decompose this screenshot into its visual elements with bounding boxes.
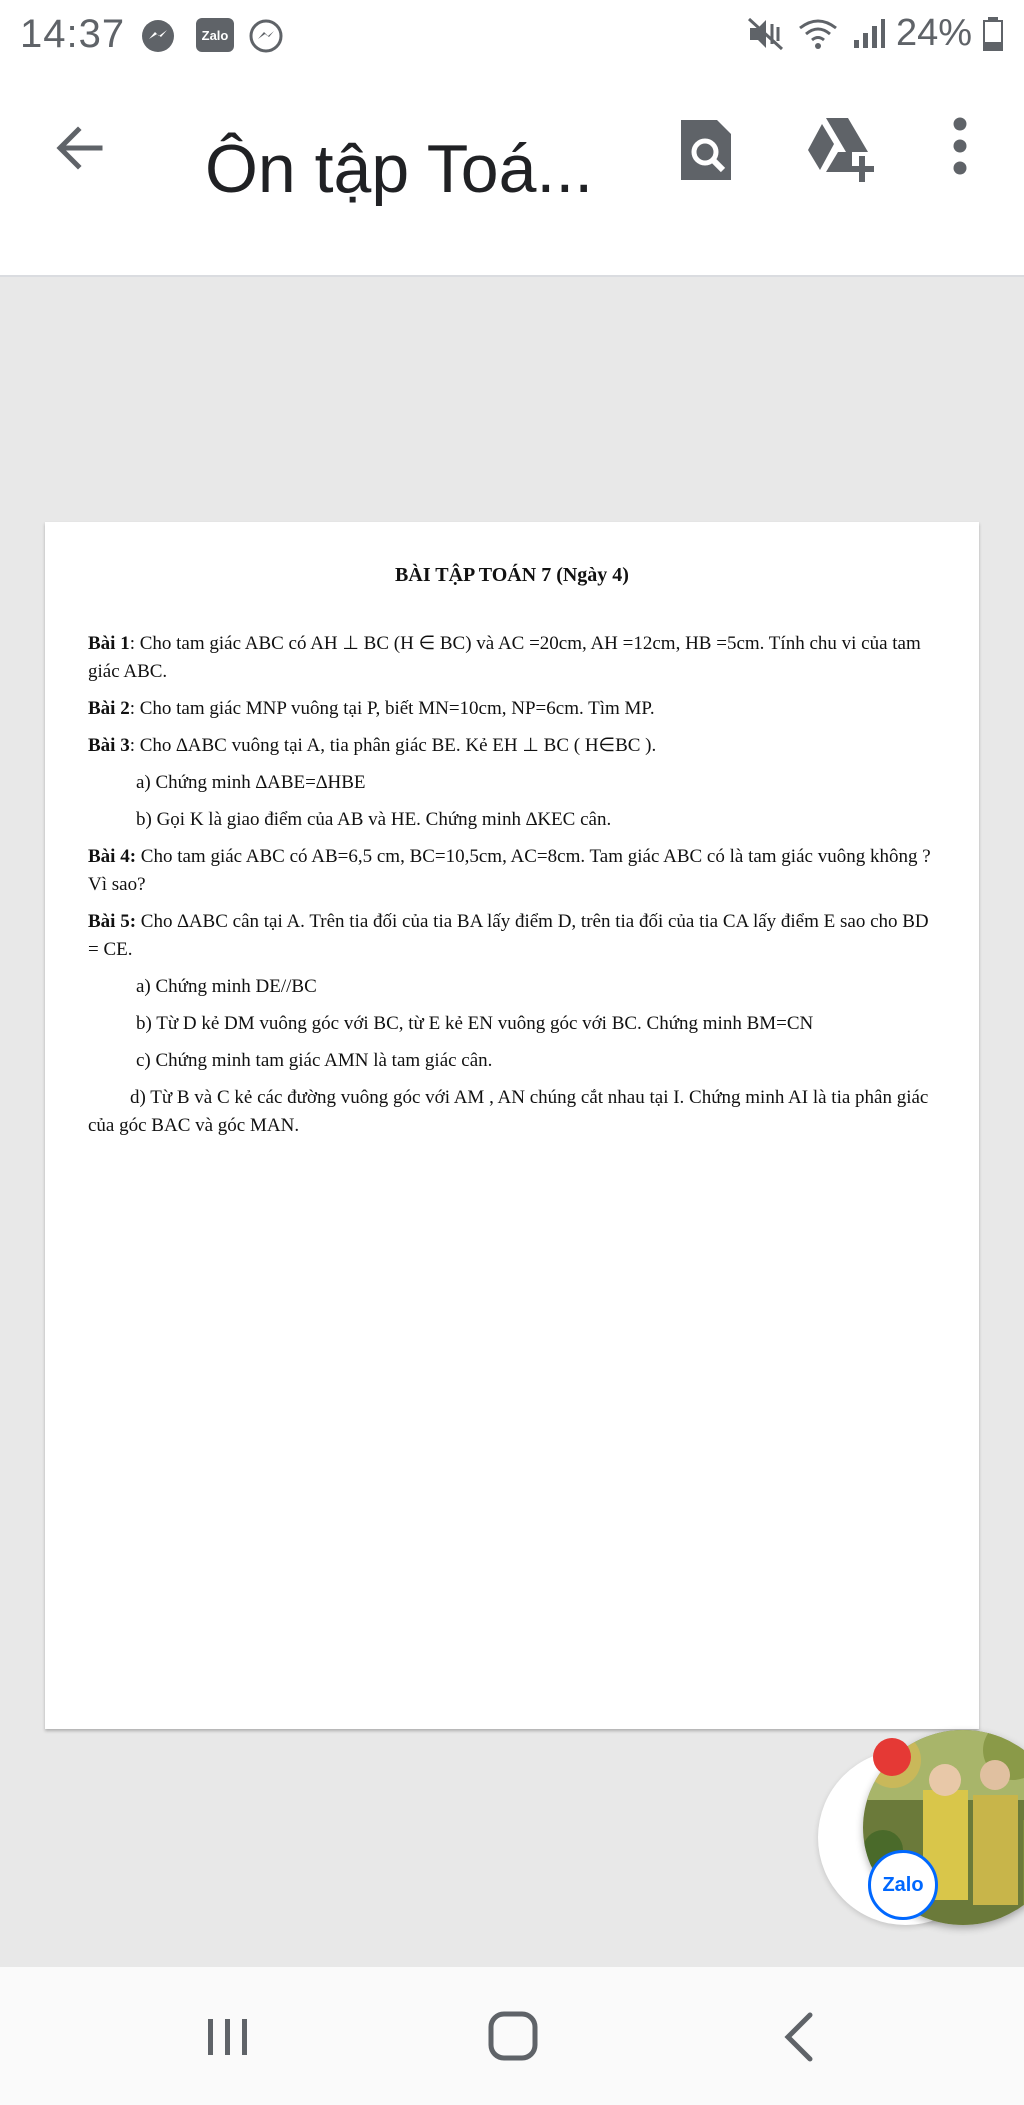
- exercise-5: [88, 908, 939, 964]
- exercise-text: Cho ∆ABC cân tại A. Trên tia đối của tia BA lấy điểm D, trên tia đối của tia CA lấy điểm E sao cho BD = CE.: [88, 911, 929, 960]
- exercise-text: : Cho ∆ABC vuông tại A, tia phân giác BE. Kẻ EH ⊥ BC ( H∈BC ).: [129, 735, 657, 756]
- back-icon[interactable]: [760, 1997, 840, 2077]
- exercise-5c: c) Chứng minh tam giác AMN là tam giác cân.: [136, 1050, 493, 1071]
- battery-icon: [982, 16, 1004, 52]
- exercise-label: Bài 5:: [88, 911, 137, 932]
- exercise-5a: a) Chứng minh DE//BC: [136, 976, 317, 997]
- zalo-badge: Zalo: [868, 1850, 938, 1920]
- document-page[interactable]: [45, 522, 979, 1729]
- mute-vibrate-icon: [746, 16, 786, 52]
- recents-icon[interactable]: [188, 1997, 268, 2077]
- exercise-4: [88, 843, 939, 899]
- status-time: 14:37: [20, 12, 126, 56]
- more-vert-icon[interactable]: [920, 110, 1000, 190]
- back-arrow-icon[interactable]: [50, 118, 110, 178]
- exercise-label: Bài 4:: [88, 846, 137, 867]
- messenger-outline-icon: [248, 18, 284, 54]
- exercise-text: : Cho tam giác MNP vuông tại P, biết MN=10cm, NP=6cm. Tìm MP.: [129, 698, 655, 719]
- exercise-2: [88, 695, 939, 723]
- exercise-label: Bài 3: [88, 735, 130, 756]
- zalo-status-label: Zalo: [201, 27, 229, 43]
- exercise-3a: a) Chứng minh ∆ABE=∆HBE: [136, 772, 366, 793]
- exercise-3b: b) Gọi K là giao điểm của AB và HE. Chứng minh ∆KEC cân.: [136, 809, 612, 830]
- exercise-3: [88, 732, 939, 760]
- exercise-text: Cho tam giác ABC có AB=6,5 cm, BC=10,5cm, AC=8cm. Tam giác ABC có là tam giác vuông không ? Vì sao?: [88, 846, 931, 895]
- zalo-chat-head[interactable]: [818, 1730, 1024, 1930]
- signal-icon: [850, 16, 886, 52]
- exercise-1: [88, 630, 939, 686]
- status-bar: [0, 0, 1024, 70]
- doc-heading: BÀI TẬP TOÁN 7 (Ngày 4): [395, 564, 629, 586]
- messenger-icon: [140, 18, 176, 54]
- exercise-label: Bài 2: [88, 698, 130, 719]
- top-app-bar: [0, 70, 1024, 277]
- exercise-text: : Cho tam giác ABC có AH ⊥ BC (H ∈ BC) và AC =20cm, AH =12cm, HB =5cm. Tính chu vi của tam giác ABC.: [88, 633, 921, 682]
- doc-body: [88, 630, 939, 1149]
- wifi-icon: [796, 16, 840, 52]
- add-to-drive-icon[interactable]: [800, 110, 880, 190]
- document-title: Ôn tập Toá...: [205, 131, 594, 207]
- exercise-label: Bài 1: [88, 633, 130, 654]
- notification-dot: [873, 1738, 911, 1776]
- home-icon[interactable]: [474, 1997, 554, 2077]
- exercise-5b: b) Từ D kẻ DM vuông góc với BC, từ E kẻ EN vuông góc với BC. Chứng minh BM=CN: [136, 1013, 814, 1034]
- navigation-bar: [0, 1967, 1024, 2105]
- exercise-5d: d) Từ B và C kẻ các đường vuông góc với AM , AN chúng cắt nhau tại I. Chứng minh AI là tia phân giác của góc BAC và góc MAN.: [88, 1087, 929, 1136]
- zalo-status-icon: [196, 18, 234, 52]
- battery-percent: 24%: [895, 12, 972, 54]
- find-in-page-icon[interactable]: [665, 110, 745, 190]
